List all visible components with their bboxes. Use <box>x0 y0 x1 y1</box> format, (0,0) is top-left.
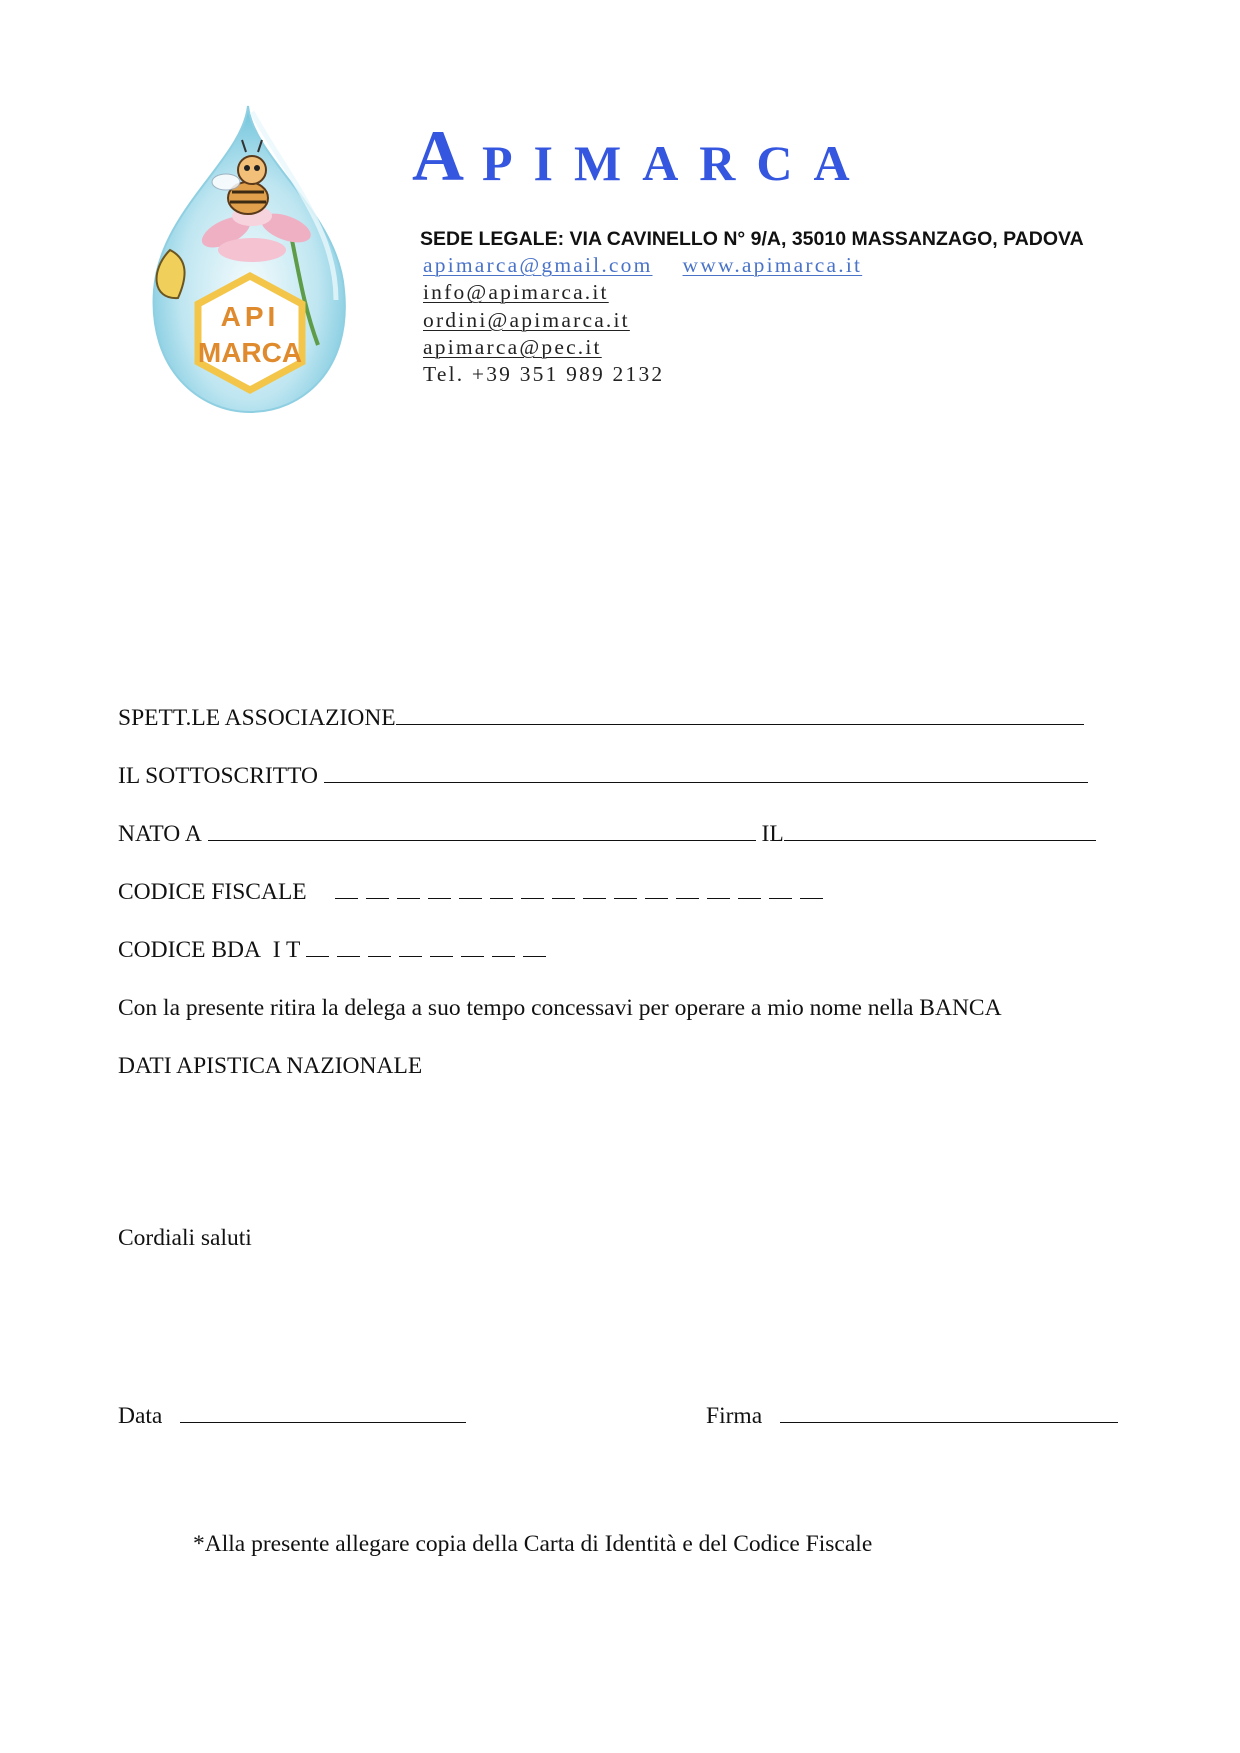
sottoscritto-label: IL SOTTOSCRITTO <box>118 763 318 789</box>
website-link[interactable]: www.apimarca.it <box>682 253 863 277</box>
associazione-row <box>118 703 1084 733</box>
email-pec-link[interactable]: apimarca@pec.it <box>423 334 602 359</box>
email-info-link[interactable]: info@apimarca.it <box>423 280 609 305</box>
closing-salutation: Cordiali saluti <box>118 1225 252 1251</box>
logo-text-api: API <box>220 301 280 332</box>
firma-field[interactable] <box>780 1402 1118 1423</box>
codice-bda-row <box>118 935 546 965</box>
data-row <box>118 1401 466 1431</box>
data-field[interactable] <box>180 1402 466 1423</box>
il-label: IL <box>761 821 784 847</box>
telephone-number: Tel. +39 351 989 2132 <box>423 362 665 387</box>
email-gmail-link[interactable]: apimarca@gmail.com <box>423 253 653 277</box>
sottoscritto-row <box>118 761 1088 791</box>
logo-text-marca: MARCA <box>197 337 303 368</box>
data-label: Data <box>118 1403 163 1429</box>
codice-bda-prefix: I T <box>272 937 301 963</box>
honeycomb-hexagon <box>198 276 302 390</box>
luogo-nascita-field[interactable] <box>208 820 756 841</box>
data-nascita-field[interactable] <box>784 820 1096 841</box>
firma-row <box>706 1401 1118 1431</box>
brand-rest: PIMARCA <box>482 135 871 191</box>
attachment-note: *Alla presente allegare copia della Carta di Identità e del Codice Fiscale <box>193 1531 873 1557</box>
codice-bda-label: CODICE BDA <box>118 937 261 963</box>
nato-label: NATO A <box>118 821 202 847</box>
associazione-field[interactable] <box>396 704 1084 725</box>
codice-fiscale-row <box>118 877 823 907</box>
apimarca-logo <box>130 100 370 420</box>
codice-fiscale-cells[interactable] <box>335 878 823 899</box>
firma-label: Firma <box>706 1403 763 1429</box>
sottoscritto-field[interactable] <box>324 762 1088 783</box>
brand-title <box>412 116 871 196</box>
registered-office-address: SEDE LEGALE: VIA CAVINELLO N° 9/A, 35010 MASSANZAGO, PADOVA <box>420 228 1084 250</box>
email-ordini-link[interactable]: ordini@apimarca.it <box>423 307 630 332</box>
contact-block <box>423 252 862 388</box>
codice-bda-cells[interactable] <box>306 936 546 957</box>
associazione-label: SPETT.LE ASSOCIAZIONE <box>118 705 396 731</box>
nascita-row <box>118 819 1096 849</box>
brand-initial: A <box>412 116 464 196</box>
body-text-line-1: Con la presente ritira la delega a suo tempo concessavi per operare a mio nome nella BANCA <box>118 995 1002 1021</box>
body-text-line-2: DATI APISTICA NAZIONALE <box>118 1053 423 1079</box>
codice-fiscale-label: CODICE FISCALE <box>118 879 307 905</box>
